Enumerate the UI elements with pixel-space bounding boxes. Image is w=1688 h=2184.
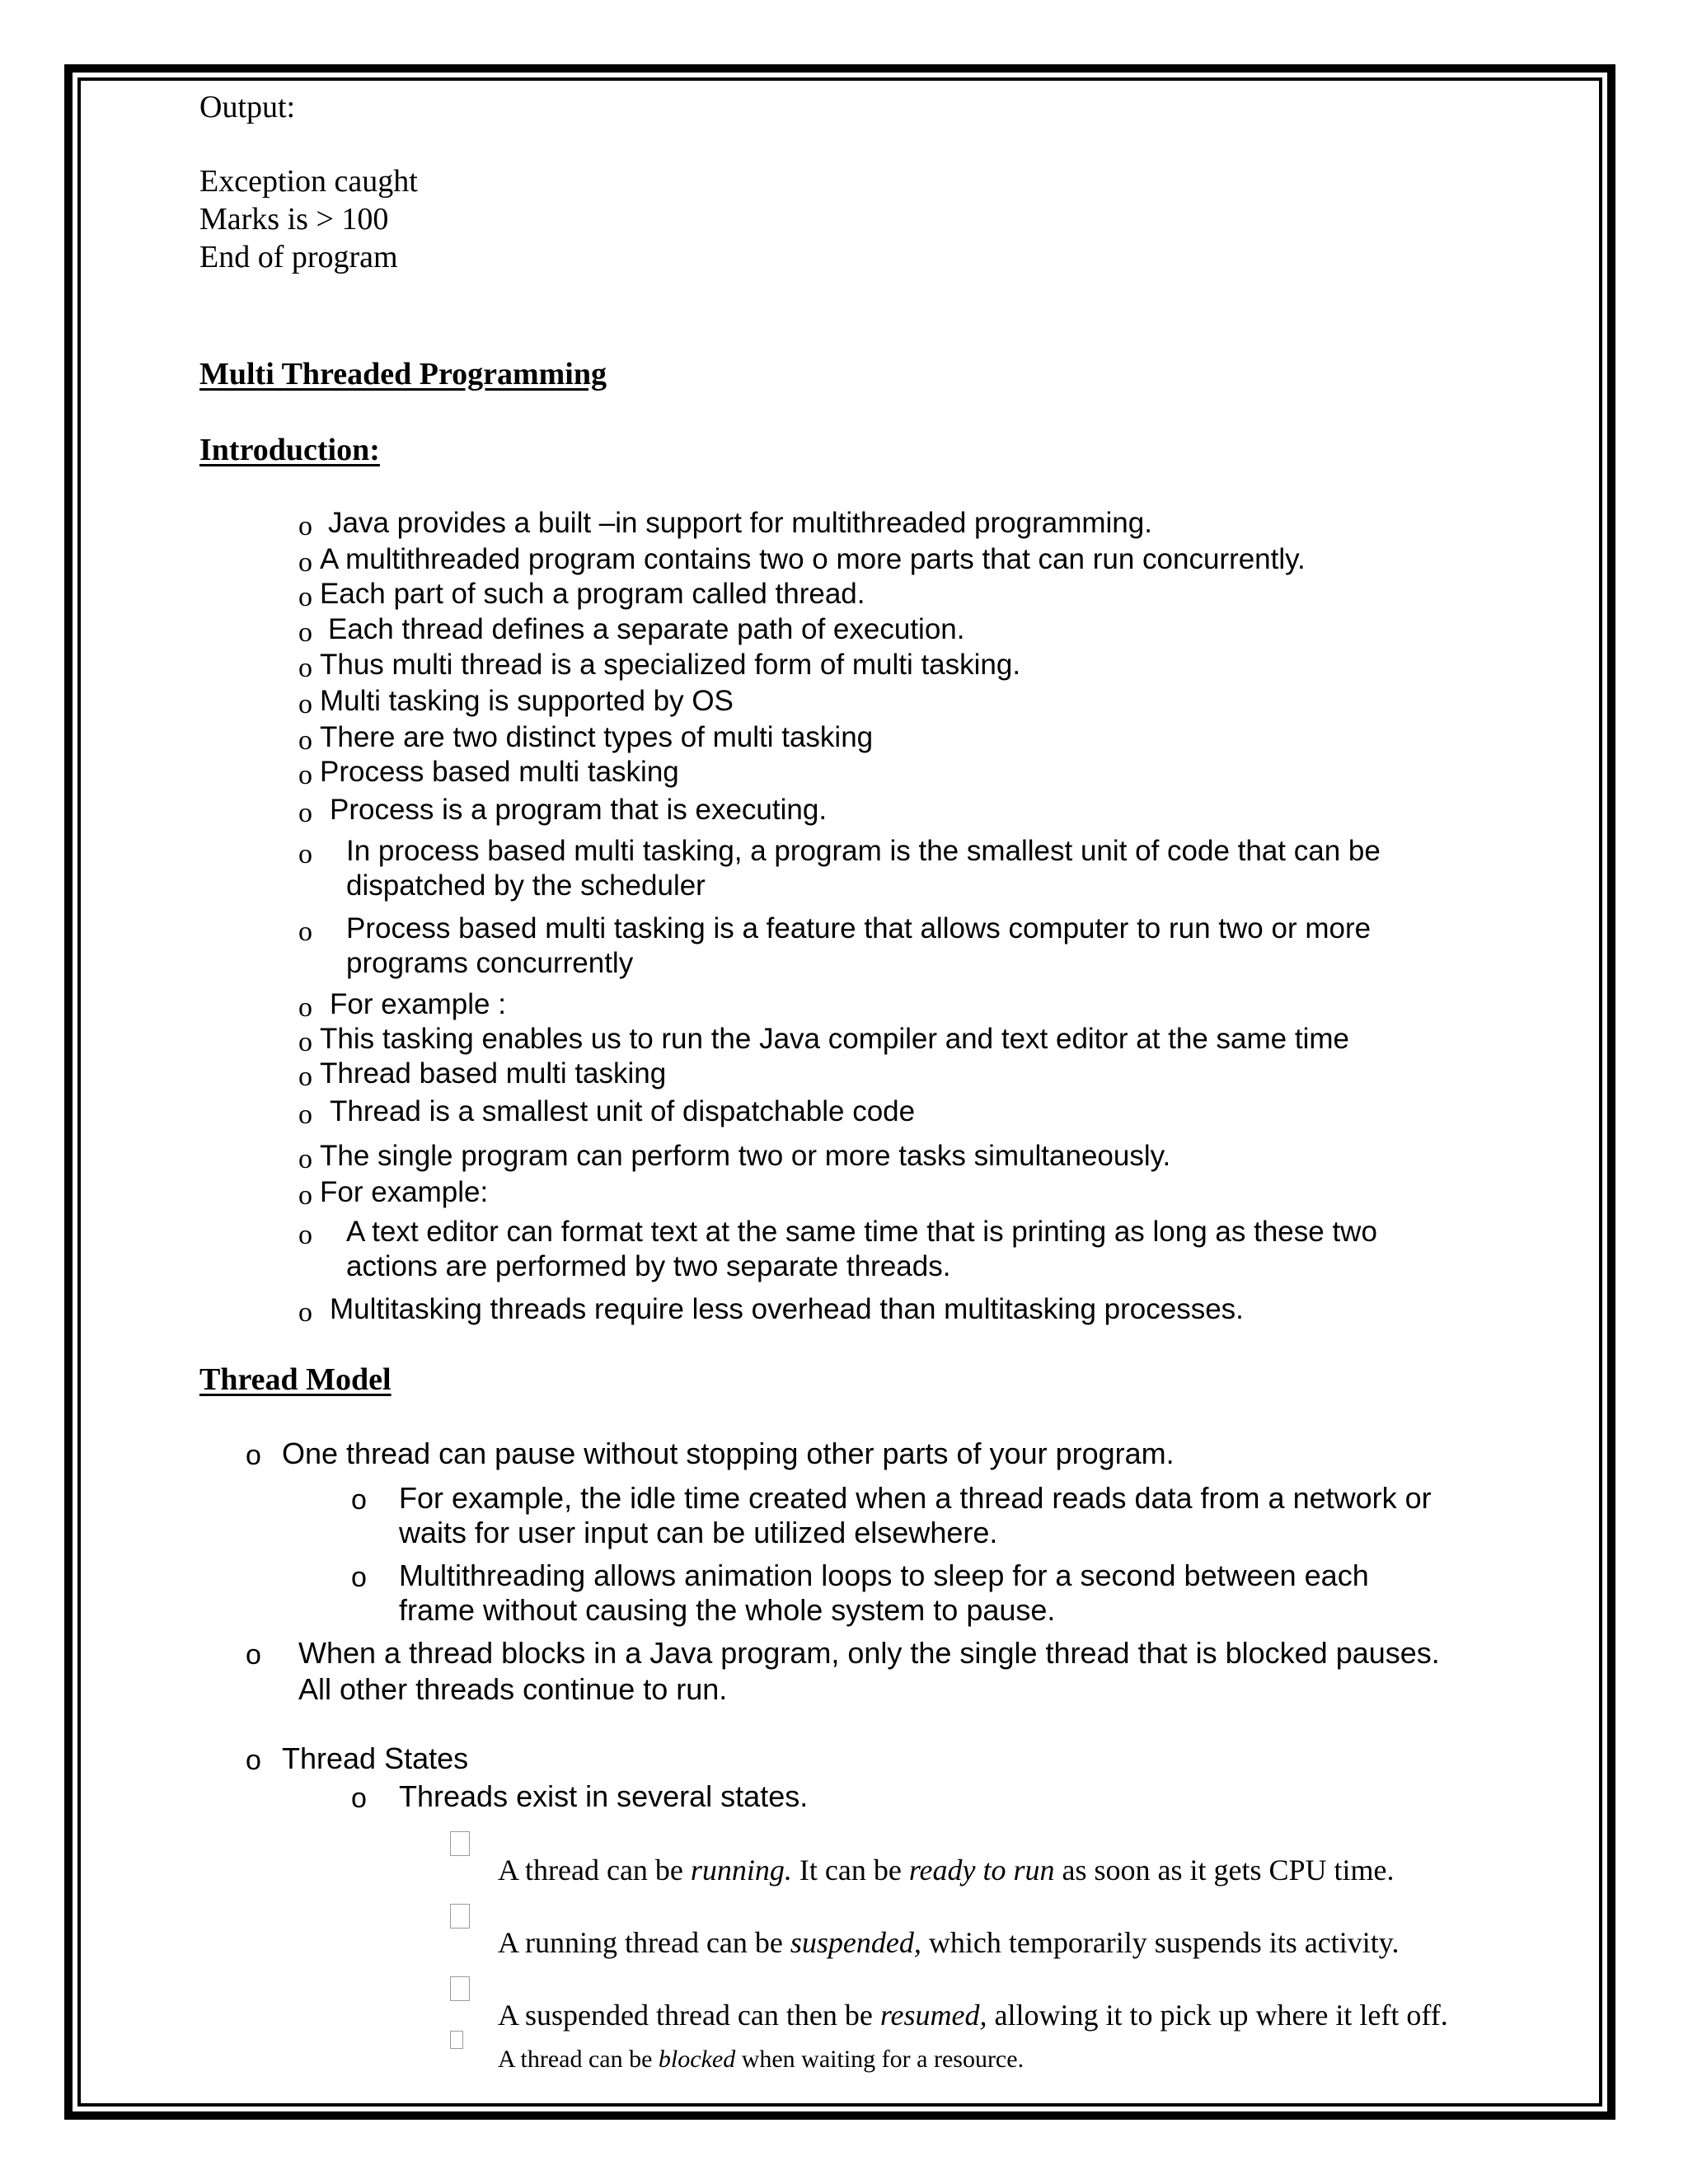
bullet-glyph: o xyxy=(246,1440,261,1471)
output-line: Exception caught xyxy=(199,164,418,199)
bullet-glyph: o xyxy=(298,839,312,869)
list-item: For example : xyxy=(330,988,506,1020)
list-item: Java provides a built –in support for multithreaded programming. xyxy=(328,507,1152,539)
list-item: The single program can perform two or more tasks simultaneously. xyxy=(320,1140,1171,1172)
list-item: For example, the idle time created when a thread reads data from a network or xyxy=(399,1481,1432,1515)
list-item: Threads exist in several states. xyxy=(399,1779,809,1813)
state-line: A suspended thread can then be resumed, allowing it to pick up where it left off. xyxy=(498,1999,1448,2032)
list-item: Each part of such a program called thread. xyxy=(320,578,865,610)
bullet-glyph: o xyxy=(351,1562,367,1593)
bullet-glyph: o xyxy=(298,916,312,947)
output-line: End of program xyxy=(199,240,398,274)
checkbox-glyph-icon xyxy=(450,1831,470,1856)
bullet-glyph: o xyxy=(298,992,312,1023)
bullet-glyph: o xyxy=(298,1027,312,1057)
list-item: Thus multi thread is a specialized form of multi tasking. xyxy=(320,649,1021,681)
bullet-glyph: o xyxy=(298,1062,312,1092)
list-item: Process is a program that is executing. xyxy=(330,794,828,826)
list-item: When a thread blocks in a Java program, only the single thread that is blocked pauses. xyxy=(298,1636,1440,1670)
list-item: Process based multi tasking is a feature that allows computer to run two or more xyxy=(346,912,1372,944)
state-line: A running thread can be suspended, which temporarily suspends its activity. xyxy=(498,1926,1400,1959)
list-item: Multitasking threads require less overhead than multitasking processes. xyxy=(330,1293,1244,1325)
output-line: Marks is > 100 xyxy=(199,202,389,237)
list-item: Each thread defines a separate path of execution. xyxy=(328,613,965,645)
bullet-glyph: o xyxy=(351,1783,367,1814)
bullet-glyph: o xyxy=(298,760,312,790)
state-line: A thread can be running. It can be ready to run as soon as it gets CPU time. xyxy=(498,1854,1395,1886)
list-item-continuation: actions are performed by two separate threads. xyxy=(346,1250,951,1282)
bullet-glyph: o xyxy=(298,1297,312,1328)
checkbox-glyph-icon xyxy=(450,1976,470,2001)
bullet-glyph: o xyxy=(298,653,312,683)
bullet-glyph: o xyxy=(298,1180,312,1211)
bullet-glyph: o xyxy=(298,798,312,828)
list-item-continuation: All other threads continue to run. xyxy=(298,1672,728,1706)
list-item: Thread States xyxy=(282,1741,469,1775)
bullet-glyph: o xyxy=(298,511,312,541)
list-item: Thread based multi tasking xyxy=(320,1057,667,1090)
bullet-glyph: o xyxy=(246,1639,261,1671)
list-item: A text editor can format text at the same time that is printing as long as these two xyxy=(346,1216,1377,1248)
section-heading: Multi Threaded Programming xyxy=(199,357,607,391)
list-item: In process based multi tasking, a program is the smallest unit of code that can be xyxy=(346,835,1381,867)
section-heading: Thread Model xyxy=(199,1362,392,1397)
checkbox-glyph-icon xyxy=(450,1904,470,1929)
list-item: Multi tasking is supported by OS xyxy=(320,685,734,717)
list-item-continuation: frame without causing the whole system to pause. xyxy=(399,1593,1056,1627)
section-heading: Introduction: xyxy=(199,433,380,467)
list-item: There are two distinct types of multi tasking xyxy=(320,721,874,753)
bullet-glyph: o xyxy=(298,1220,312,1250)
list-item: This tasking enables us to run the Java compiler and text editor at the same time xyxy=(320,1023,1349,1055)
list-item-continuation: programs concurrently xyxy=(346,947,634,979)
bullet-glyph: o xyxy=(298,547,312,578)
bullet-glyph: o xyxy=(298,689,312,719)
bullet-glyph: o xyxy=(298,582,312,612)
list-item-continuation: waits for user input can be utilized elsewhere. xyxy=(399,1516,998,1549)
bullet-glyph: o xyxy=(298,725,312,756)
bullet-glyph: o xyxy=(298,617,312,648)
list-item: Process based multi tasking xyxy=(320,756,679,788)
list-item: Thread is a smallest unit of dispatchable code xyxy=(330,1095,916,1127)
bullet-glyph: o xyxy=(298,1144,312,1174)
bullet-glyph: o xyxy=(351,1484,367,1516)
list-item: One thread can pause without stopping other parts of your program. xyxy=(282,1436,1175,1470)
state-line: A thread can be blocked when waiting for a resource. xyxy=(498,2046,1025,2073)
list-item: For example: xyxy=(320,1176,489,1208)
checkbox-glyph-icon xyxy=(450,2031,463,2049)
bullet-glyph: o xyxy=(246,1745,261,1776)
output-label: Output: xyxy=(199,90,296,124)
list-item-continuation: dispatched by the scheduler xyxy=(346,869,706,902)
list-item: Multithreading allows animation loops to sleep for a second between each xyxy=(399,1558,1369,1592)
bullet-glyph: o xyxy=(298,1099,312,1130)
list-item: A multithreaded program contains two o more parts that can run concurrently. xyxy=(320,543,1306,575)
